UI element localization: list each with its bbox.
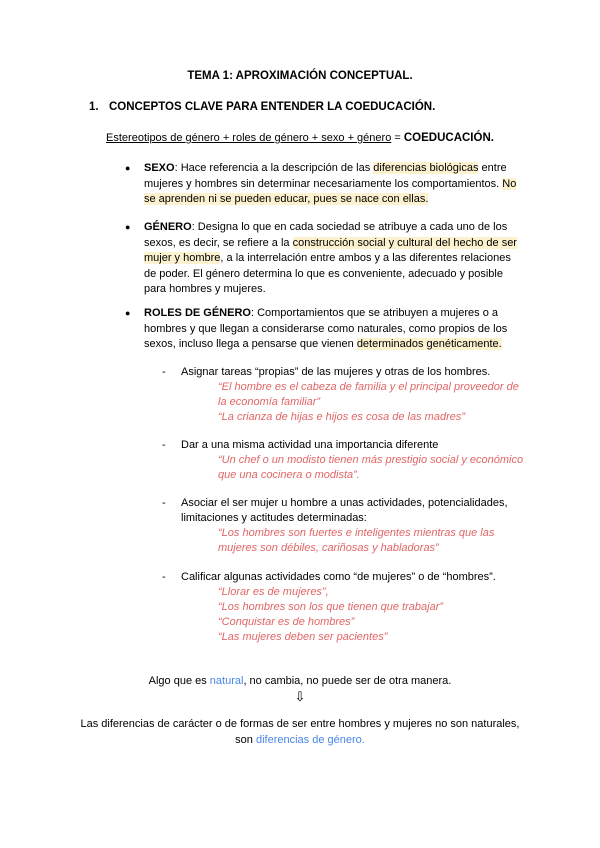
example-3-1: “Los hombres son fuertes e inteligentes mientras que las mujeres son débiles, cariñosas y habladoras” (218, 527, 495, 554)
formula-lhs: Estereotipos de género + roles de género + sexo + género (106, 132, 392, 144)
bullet-roles (125, 306, 524, 353)
natural-pre: Algo que es (148, 675, 210, 687)
down-arrow-icon: ⇩ (294, 689, 306, 704)
conclusion-line-1: Las diferencias de carácter o de formas de ser entre hombres y mujeres no son naturales, (80, 718, 520, 730)
role-item-text: Asociar el ser mujer u hombre a unas actividades, potencialidades, limitaciones y actitudes determinadas: (181, 497, 508, 524)
role-item-2 (162, 438, 521, 453)
genero-highlight-1: construcción social y cultural del hecho de ser mujer y hombre (144, 236, 517, 264)
example-4-3: “Conquistar es de hombres” (218, 616, 355, 628)
genero-text-1: : Designa lo que en cada sociedad se atribuye a cada uno de los sexos, es decir, se refiere a la (144, 221, 508, 249)
role-item-1 (162, 365, 521, 380)
role-item-text: Calificar algunas actividades como “de mujeres” o de “hombres”. (181, 571, 496, 583)
formula-result: COEDUCACIÓN. (403, 132, 494, 144)
sexo-text-1: : Hace referencia a la descripción de las (174, 162, 374, 174)
example-1-2: “La crianza de hijas e hijos es cosa de las madres” (218, 411, 466, 423)
term-genero: GÉNERO (144, 221, 192, 233)
role-item-text: Asignar tareas “propias” de las mujeres y otras de los hombres. (181, 366, 491, 378)
page-title: TEMA 1: APROXIMACIÓN CONCEPTUAL. (187, 70, 413, 82)
natural-word: natural (209, 675, 244, 687)
bullet-sexo (125, 161, 524, 208)
dash-icon: - (162, 366, 166, 378)
bullet-icon: ● (125, 308, 131, 318)
section-heading (89, 101, 435, 113)
sexo-highlight-1: diferencias biológicas (373, 162, 479, 174)
example-1-1: “El hombre es el cabeza de familia y el principal proveedor de la economía familiar” (218, 381, 519, 408)
example-2-1: “Un chef o un modisto tienen más prestigio social y económico que una cocinera o modista”. (218, 454, 524, 481)
section-label: CONCEPTOS CLAVE PARA ENTENDER LA COEDUCACIÓN. (109, 101, 436, 113)
coeducation-formula (0, 132, 600, 144)
genero-text-2: , a la interrelación entre ambos y a las diferentes relaciones de poder. El género determina lo que es conveniente, adecuado y posible para hombres y mujeres. (144, 252, 511, 295)
example-4-1: “Llorar es de mujeres”, (218, 586, 329, 598)
conclusion-blue: diferencias de género. (255, 734, 365, 746)
sexo-highlight-2: No se aprenden ni se pueden educar, pues se nace con ellas. (144, 177, 517, 205)
example-4-2: “Los hombres son los que tienen que trabajar” (218, 601, 444, 613)
term-sexo: SEXO (144, 162, 175, 174)
example-4-4: “Las mujeres deben ser pacientes” (218, 631, 388, 643)
conclusion-line-2 (0, 732, 600, 748)
bullet-genero (125, 220, 524, 298)
formula-eq: = (391, 132, 404, 144)
sexo-text-2: entre mujeres y hombres sin determinar necesariamente los comportamientos. (144, 162, 507, 190)
section-number: 1. (89, 101, 99, 113)
dash-icon: - (162, 497, 166, 509)
conclusion (0, 716, 600, 748)
roles-highlight-1: determinados genéticamente. (356, 338, 502, 350)
role-item-4 (162, 570, 521, 585)
bullet-icon: ● (125, 163, 131, 173)
role-item-text: Dar a una misma actividad una importancia diferente (181, 439, 439, 451)
roles-text-1: : Comportamientos que se atribuyen a mujeres o a hombres y que llegan a considerarse como naturales, como propios de los sexos, incluso llega a pensarse que vienen (144, 307, 508, 350)
conclusion-pre: son (235, 734, 256, 746)
bullet-icon: ● (125, 222, 131, 232)
dash-icon: - (162, 571, 166, 583)
term-roles: ROLES DE GÉNERO (144, 307, 251, 319)
natural-post: , no cambia, no puede ser de otra manera. (243, 675, 452, 687)
natural-statement (0, 675, 600, 687)
role-item-3 (162, 496, 521, 526)
dash-icon: - (162, 439, 166, 451)
